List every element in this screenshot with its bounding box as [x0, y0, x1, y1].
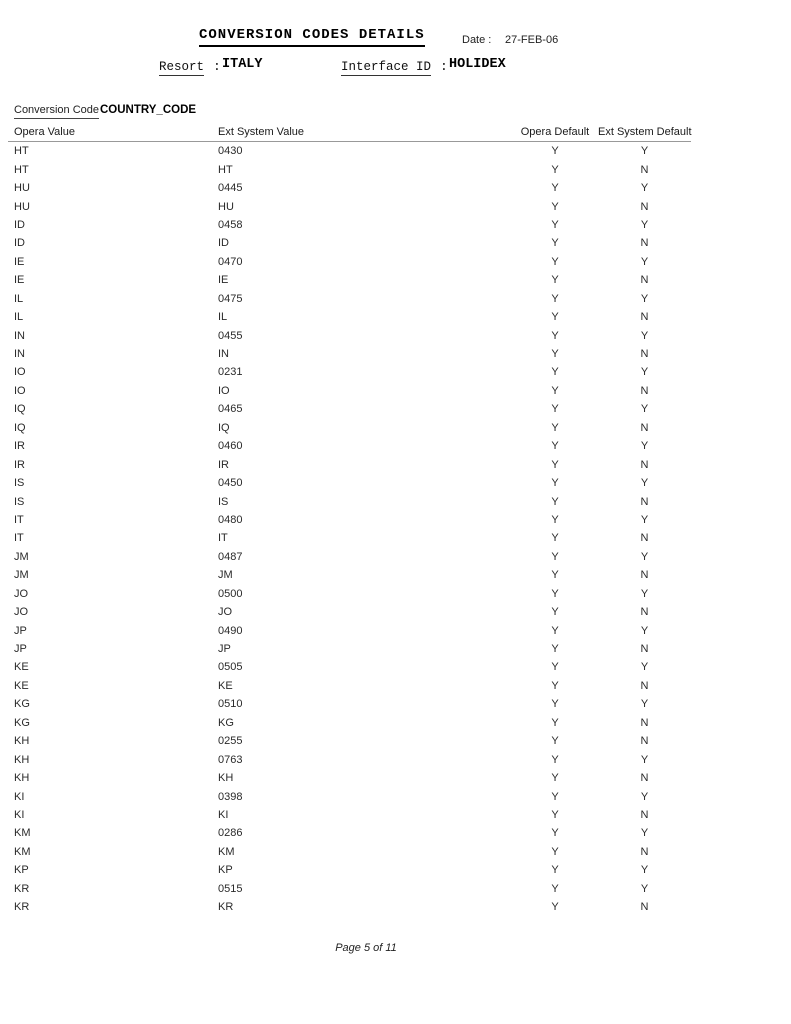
table-row — [8, 658, 691, 676]
table-row — [8, 290, 691, 308]
ext-system-value-cell: 0490 — [218, 624, 243, 637]
table-row — [8, 419, 691, 437]
opera-default-cell: Y — [551, 274, 559, 287]
ext-system-value-cell: 0460 — [218, 440, 243, 453]
ext-system-value-cell: 0255 — [218, 735, 243, 748]
ext-system-default-cell: Y — [640, 864, 649, 877]
opera-value-cell: KI — [14, 790, 25, 803]
resort-label: Resort — [159, 60, 205, 74]
table-row — [8, 400, 691, 418]
opera-value-cell: IT — [14, 532, 24, 545]
ext-system-value-cell: IO — [218, 384, 230, 397]
opera-value-cell: IS — [14, 477, 25, 490]
table-row — [8, 824, 691, 842]
opera-default-cell: Y — [551, 440, 559, 453]
table-row — [8, 197, 691, 215]
column-header-ext-system-value: Ext System Value — [218, 126, 304, 138]
table-row — [8, 898, 691, 916]
ext-system-value-cell: 0455 — [218, 329, 243, 342]
opera-value-cell: KI — [14, 808, 25, 821]
opera-default-cell: Y — [551, 163, 559, 176]
opera-value-cell: IS — [14, 495, 25, 508]
opera-value-cell: IR — [14, 440, 25, 453]
opera-default-cell: Y — [551, 200, 559, 213]
ext-system-default-cell: N — [640, 808, 649, 821]
ext-system-value-cell: JP — [218, 643, 231, 656]
opera-default-cell: Y — [551, 624, 559, 637]
ext-system-default-cell: Y — [640, 587, 649, 600]
ext-system-default-cell: N — [640, 532, 649, 545]
resort-value: ITALY — [222, 57, 263, 72]
ext-system-default-cell: Y — [640, 329, 649, 342]
ext-system-value-cell: IQ — [218, 421, 230, 434]
table-row — [8, 750, 691, 768]
interface-id-separator: : — [440, 59, 448, 74]
opera-value-cell: IQ — [14, 421, 26, 434]
opera-value-cell: ID — [14, 218, 25, 231]
opera-default-cell: Y — [551, 311, 559, 324]
opera-value-cell: IT — [14, 513, 24, 526]
ext-system-value-cell: 0450 — [218, 477, 243, 490]
opera-default-cell: Y — [551, 182, 559, 195]
opera-default-cell: Y — [551, 495, 559, 508]
ext-system-value-cell: 0510 — [218, 698, 243, 711]
ext-system-value-cell: 0458 — [218, 218, 243, 231]
table-row — [8, 640, 691, 658]
ext-system-value-cell: IR — [218, 458, 229, 471]
opera-value-cell: IO — [14, 384, 26, 397]
opera-value-cell: HT — [14, 145, 29, 158]
ext-system-value-cell: KG — [218, 716, 234, 729]
ext-system-default-cell: Y — [640, 403, 649, 416]
opera-value-cell: HU — [14, 182, 30, 195]
table-row — [8, 142, 691, 160]
ext-system-default-cell: Y — [640, 753, 649, 766]
opera-default-cell: Y — [551, 772, 559, 785]
opera-default-cell: Y — [551, 532, 559, 545]
opera-default-cell: Y — [551, 421, 559, 434]
opera-default-cell: Y — [551, 569, 559, 582]
ext-system-default-cell: Y — [640, 550, 649, 563]
ext-system-default-cell: Y — [640, 440, 649, 453]
opera-default-cell: Y — [551, 513, 559, 526]
ext-system-value-cell: 0430 — [218, 145, 243, 158]
ext-system-default-cell: Y — [640, 477, 649, 490]
ext-system-default-cell: N — [640, 311, 649, 324]
ext-system-value-cell: IS — [218, 495, 229, 508]
opera-value-cell: KR — [14, 901, 30, 914]
opera-default-cell: Y — [551, 255, 559, 268]
ext-system-default-cell: N — [640, 845, 649, 858]
table-row — [8, 253, 691, 271]
interface-id-value: HOLIDEX — [449, 57, 506, 72]
opera-default-cell: Y — [551, 864, 559, 877]
opera-value-cell: JP — [14, 624, 27, 637]
table-row — [8, 179, 691, 197]
ext-system-value-cell: IT — [218, 532, 228, 545]
ext-system-default-cell: N — [640, 163, 649, 176]
table-row — [8, 548, 691, 566]
ext-system-value-cell: 0286 — [218, 827, 243, 840]
table-row — [8, 566, 691, 584]
opera-default-cell: Y — [551, 606, 559, 619]
table-row — [8, 437, 691, 455]
opera-value-cell: IL — [14, 292, 24, 305]
table-row — [8, 345, 691, 363]
ext-system-value-cell: 0505 — [218, 661, 243, 674]
table-row — [8, 455, 691, 473]
table-row — [8, 677, 691, 695]
table-row — [8, 382, 691, 400]
ext-system-default-cell: N — [640, 348, 649, 361]
opera-value-cell: KM — [14, 827, 31, 840]
ext-system-default-cell: N — [640, 679, 649, 692]
opera-value-cell: HU — [14, 200, 30, 213]
opera-default-cell: Y — [551, 753, 559, 766]
opera-default-cell: Y — [551, 403, 559, 416]
table-row — [8, 474, 691, 492]
opera-value-cell: KE — [14, 679, 29, 692]
ext-system-value-cell: 0763 — [218, 753, 243, 766]
table-row — [8, 160, 691, 178]
opera-value-cell: IN — [14, 329, 25, 342]
opera-default-cell: Y — [551, 698, 559, 711]
ext-system-default-cell: N — [640, 901, 649, 914]
ext-system-default-cell: N — [640, 643, 649, 656]
conversion-code-label: Conversion Code — [14, 104, 99, 119]
opera-value-cell: IL — [14, 311, 24, 324]
ext-system-default-cell: N — [640, 421, 649, 434]
ext-system-default-cell: N — [640, 569, 649, 582]
table-row — [8, 787, 691, 805]
ext-system-value-cell: KR — [218, 901, 234, 914]
ext-system-default-cell: Y — [640, 827, 649, 840]
ext-system-value-cell: JM — [218, 569, 233, 582]
table-row — [8, 492, 691, 510]
ext-system-value-cell: 0465 — [218, 403, 243, 416]
table-row — [8, 585, 691, 603]
ext-system-value-cell: 0231 — [218, 366, 243, 379]
ext-system-value-cell: IN — [218, 348, 229, 361]
opera-default-cell: Y — [551, 145, 559, 158]
opera-default-cell: Y — [551, 679, 559, 692]
table-row — [8, 769, 691, 787]
page-number: Page 5 of 11 — [335, 942, 397, 954]
column-header-opera-value: Opera Value — [14, 126, 75, 138]
ext-system-value-cell: KE — [218, 679, 233, 692]
ext-system-default-cell: N — [640, 772, 649, 785]
table-row — [8, 861, 691, 879]
opera-default-cell: Y — [551, 808, 559, 821]
opera-value-cell: KE — [14, 661, 29, 674]
opera-value-cell: KH — [14, 753, 30, 766]
opera-value-cell: KH — [14, 735, 30, 748]
table-row — [8, 511, 691, 529]
ext-system-default-cell: Y — [640, 292, 649, 305]
opera-value-cell: IE — [14, 255, 25, 268]
interface-id-label: Interface ID — [341, 60, 432, 74]
ext-system-value-cell: IE — [218, 274, 229, 287]
column-header-ext-system-default: Ext System Default — [598, 126, 692, 138]
ext-system-default-cell: Y — [640, 182, 649, 195]
opera-value-cell: KP — [14, 864, 29, 877]
table-row — [8, 326, 691, 344]
opera-default-cell: Y — [551, 292, 559, 305]
opera-default-cell: Y — [551, 901, 559, 914]
opera-value-cell: KG — [14, 698, 30, 711]
ext-system-value-cell: 0398 — [218, 790, 243, 803]
ext-system-default-cell: Y — [640, 698, 649, 711]
ext-system-default-cell: Y — [640, 882, 649, 895]
opera-value-cell: JO — [14, 587, 29, 600]
ext-system-default-cell: N — [640, 495, 649, 508]
table-body — [8, 142, 691, 916]
ext-system-value-cell: HU — [218, 200, 234, 213]
opera-default-cell: Y — [551, 384, 559, 397]
ext-system-default-cell: N — [640, 237, 649, 250]
opera-default-cell: Y — [551, 218, 559, 231]
ext-system-default-cell: N — [640, 274, 649, 287]
ext-system-value-cell: 0475 — [218, 292, 243, 305]
ext-system-default-cell: Y — [640, 366, 649, 379]
opera-value-cell: JP — [14, 643, 27, 656]
table-row — [8, 695, 691, 713]
opera-value-cell: JM — [14, 569, 29, 582]
table-row — [8, 732, 691, 750]
ext-system-default-cell: Y — [640, 218, 649, 231]
opera-default-cell: Y — [551, 458, 559, 471]
ext-system-value-cell: JO — [218, 606, 233, 619]
ext-system-value-cell: KH — [218, 772, 234, 785]
table-row — [8, 308, 691, 326]
ext-system-value-cell: ID — [218, 237, 229, 250]
ext-system-default-cell: N — [640, 735, 649, 748]
opera-default-cell: Y — [551, 587, 559, 600]
opera-value-cell: IR — [14, 458, 25, 471]
table-row — [8, 806, 691, 824]
ext-system-default-cell: N — [640, 458, 649, 471]
table-row — [8, 880, 691, 898]
table-row — [8, 714, 691, 732]
ext-system-value-cell: KM — [218, 845, 235, 858]
table-row — [8, 603, 691, 621]
opera-default-cell: Y — [551, 845, 559, 858]
ext-system-default-cell: Y — [640, 513, 649, 526]
opera-default-cell: Y — [551, 477, 559, 490]
opera-default-cell: Y — [551, 790, 559, 803]
table-row — [8, 216, 691, 234]
ext-system-value-cell: 0487 — [218, 550, 243, 563]
ext-system-default-cell: Y — [640, 145, 649, 158]
opera-default-cell: Y — [551, 366, 559, 379]
opera-value-cell: KM — [14, 845, 31, 858]
conversion-code-value: COUNTRY_CODE — [100, 104, 197, 116]
opera-value-cell: IN — [14, 348, 25, 361]
ext-system-default-cell: N — [640, 716, 649, 729]
table-row — [8, 234, 691, 252]
ext-system-value-cell: 0500 — [218, 587, 243, 600]
resort-separator: : — [213, 59, 221, 74]
ext-system-default-cell: Y — [640, 790, 649, 803]
column-header-opera-default: Opera Default — [520, 126, 590, 138]
opera-value-cell: KH — [14, 772, 30, 785]
ext-system-value-cell: HT — [218, 163, 233, 176]
table-row — [8, 271, 691, 289]
opera-default-cell: Y — [551, 882, 559, 895]
table-header-row — [8, 126, 691, 142]
opera-default-cell: Y — [551, 329, 559, 342]
opera-value-cell: KR — [14, 882, 30, 895]
page-title: CONVERSION CODES DETAILS — [199, 27, 425, 47]
ext-system-value-cell: 0445 — [218, 182, 243, 195]
opera-value-cell: JO — [14, 606, 29, 619]
opera-default-cell: Y — [551, 716, 559, 729]
opera-value-cell: KG — [14, 716, 30, 729]
opera-default-cell: Y — [551, 643, 559, 656]
date-value: 27-FEB-06 — [505, 34, 559, 46]
opera-value-cell: JM — [14, 550, 29, 563]
ext-system-value-cell: 0515 — [218, 882, 243, 895]
ext-system-default-cell: Y — [640, 661, 649, 674]
opera-value-cell: IE — [14, 274, 25, 287]
ext-system-default-cell: N — [640, 384, 649, 397]
ext-system-value-cell: KI — [218, 808, 229, 821]
conversion-codes-table — [8, 126, 691, 916]
ext-system-default-cell: N — [640, 606, 649, 619]
opera-default-cell: Y — [551, 237, 559, 250]
ext-system-default-cell: Y — [640, 255, 649, 268]
opera-value-cell: HT — [14, 163, 29, 176]
ext-system-value-cell: 0470 — [218, 255, 243, 268]
table-row — [8, 529, 691, 547]
opera-default-cell: Y — [551, 735, 559, 748]
opera-default-cell: Y — [551, 661, 559, 674]
ext-system-default-cell: N — [640, 200, 649, 213]
table-row — [8, 621, 691, 639]
opera-default-cell: Y — [551, 550, 559, 563]
opera-default-cell: Y — [551, 348, 559, 361]
opera-default-cell: Y — [551, 827, 559, 840]
ext-system-value-cell: 0480 — [218, 513, 243, 526]
table-row — [8, 843, 691, 861]
ext-system-default-cell: Y — [640, 624, 649, 637]
opera-value-cell: IO — [14, 366, 26, 379]
table-row — [8, 363, 691, 381]
opera-value-cell: IQ — [14, 403, 26, 416]
ext-system-value-cell: IL — [218, 311, 228, 324]
opera-value-cell: ID — [14, 237, 25, 250]
date-label: Date : — [462, 34, 492, 46]
ext-system-value-cell: KP — [218, 864, 233, 877]
